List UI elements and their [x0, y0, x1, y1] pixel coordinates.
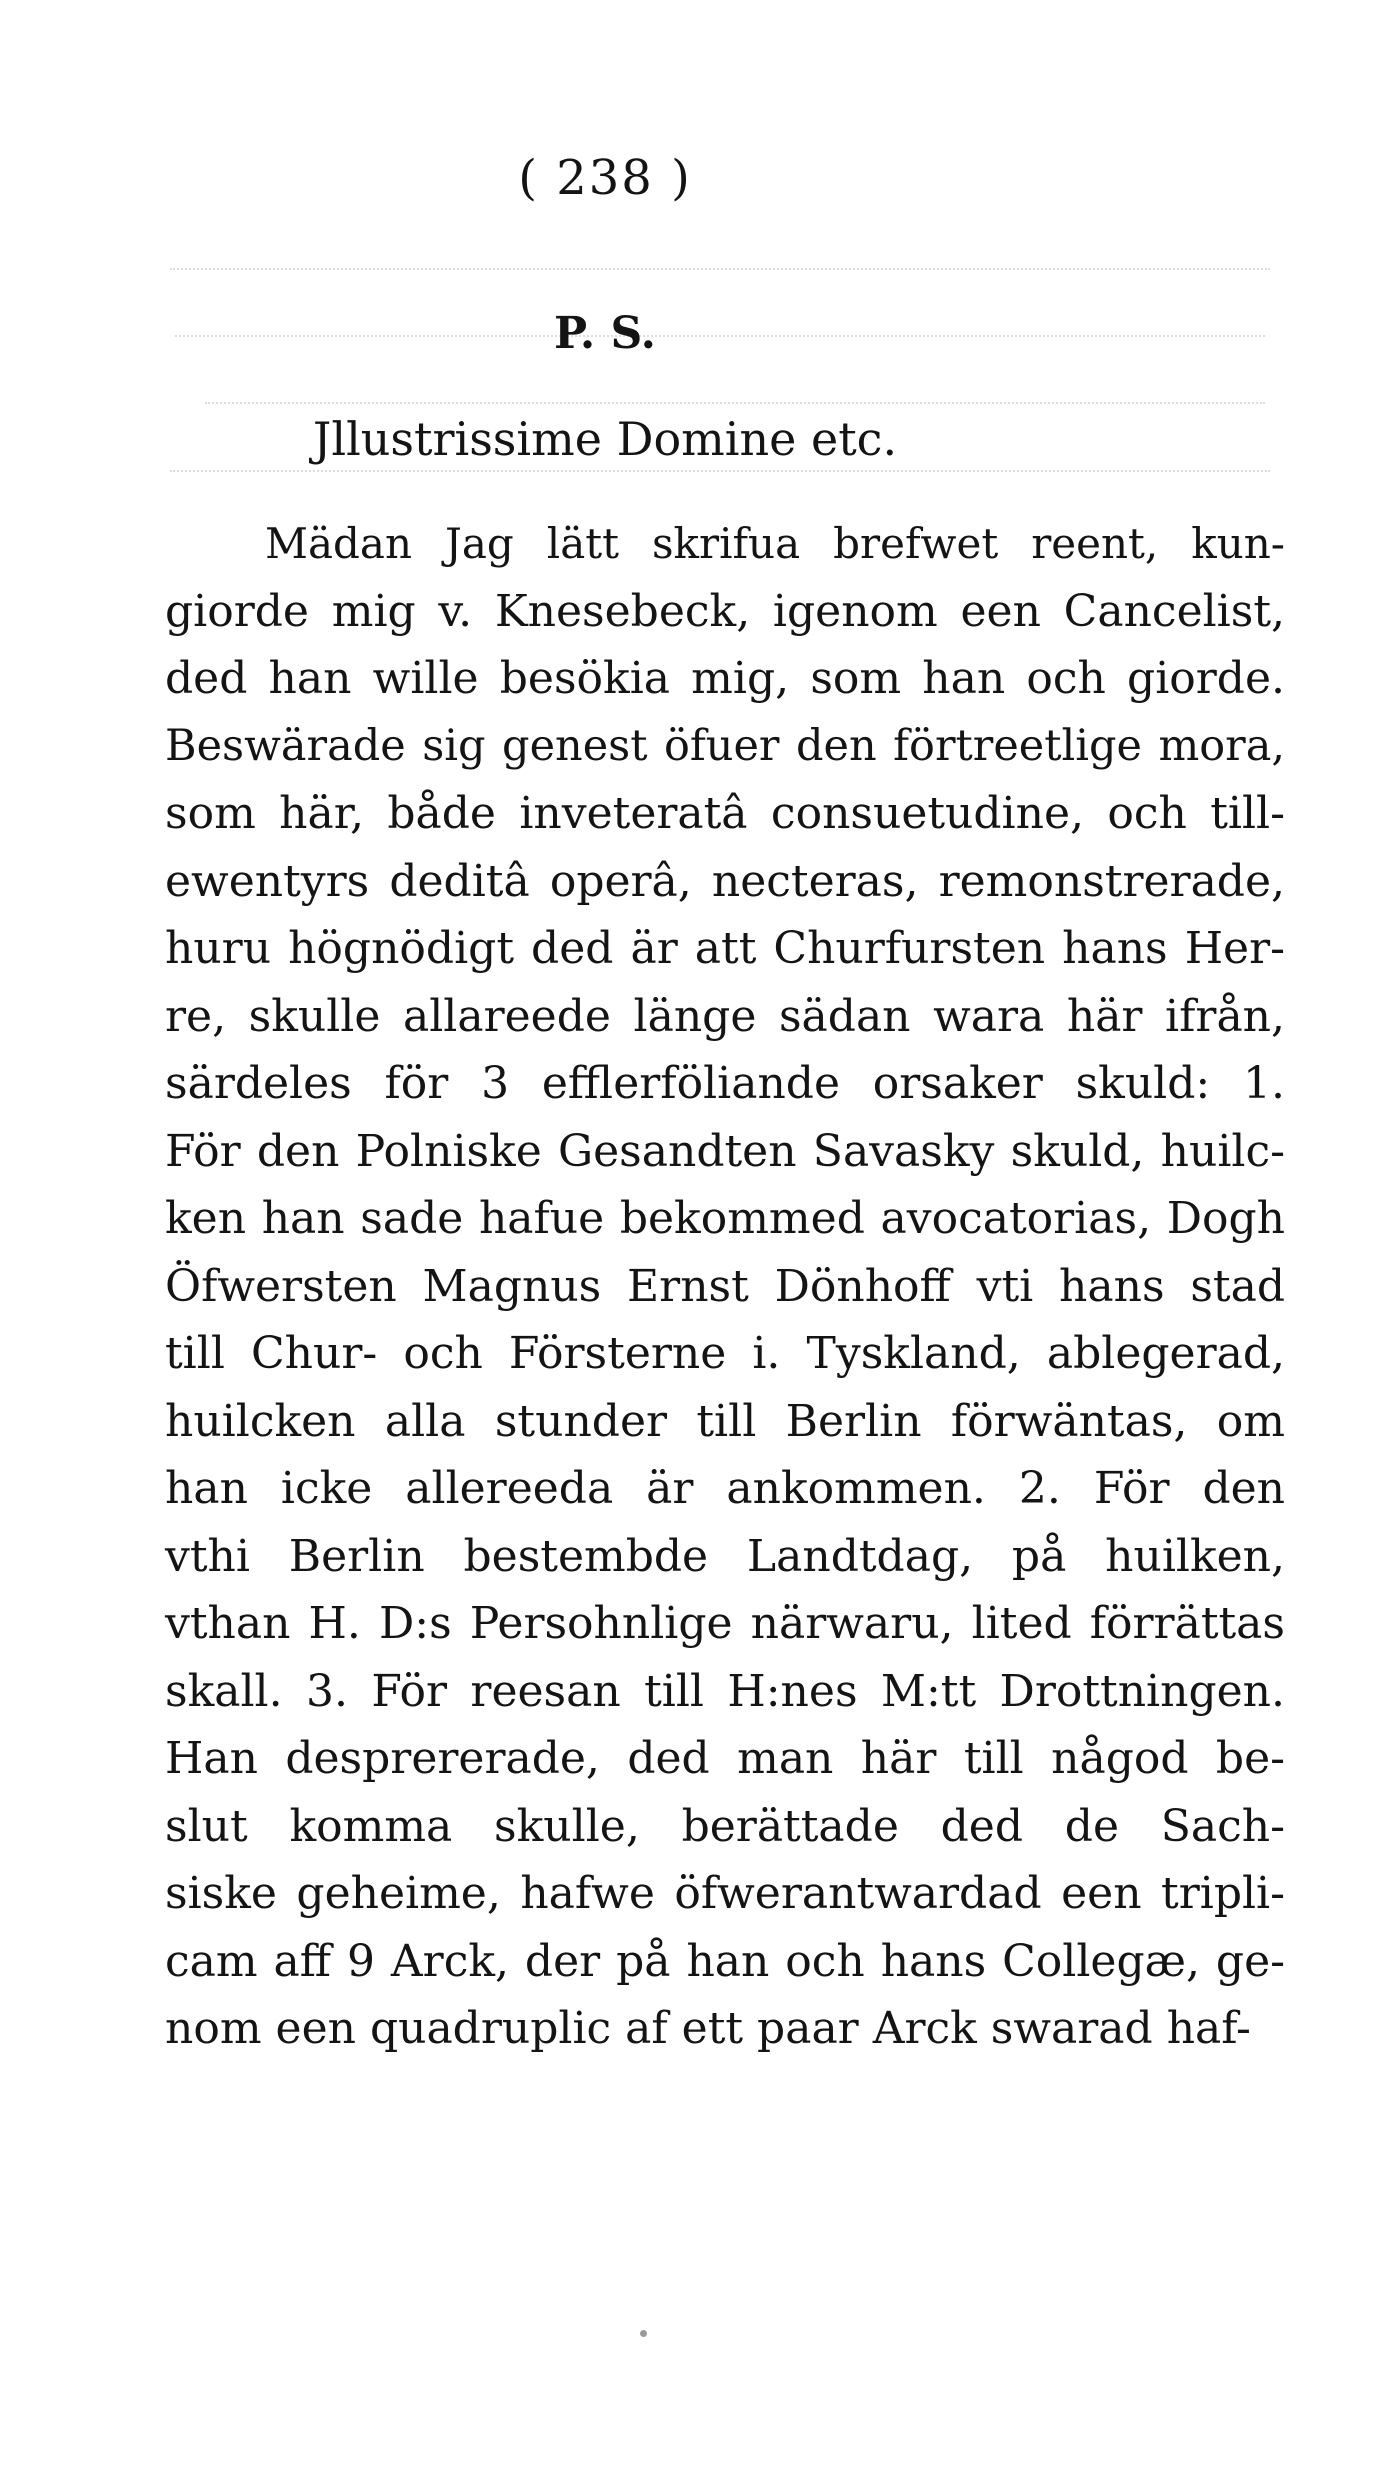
text-line: ded han wille besökia mig, som han och giorde. — [165, 653, 1285, 704]
text-line: ken han sade hafue bekommed avocatorias, Dogh — [165, 1193, 1285, 1244]
text-line: huilcken alla stunder till Berlin förwäntas, om — [165, 1395, 1285, 1447]
bleed-through-trace — [170, 268, 1270, 272]
text-line: huru högnödigt ded är att Churfursten hans Her- — [165, 923, 1285, 974]
text-line: till Chur- och Försterne i. Tyskland, ablegerad, — [165, 1328, 1285, 1379]
text-line: re, skulle allareede länge sädan wara här ifrån, — [165, 990, 1285, 1042]
text-line: som här, både inveteratâ consuetudine, och till- — [165, 788, 1285, 839]
text-line: särdeles för 3 efflerföliande orsaker skuld: 1. — [165, 1058, 1285, 1109]
text-line: Öfwersten Magnus Ernst Dönhoff vti hans stad — [165, 1260, 1285, 1312]
text-line: han icke allereeda är ankommen. 2. För den — [165, 1463, 1285, 1514]
text-line: nom een quadruplic af ett paar Arck swarad haf- — [165, 2003, 1251, 2054]
bleed-through-trace — [170, 470, 1270, 474]
text-line: ewentyrs deditâ operâ, necteras, remonstrerade, — [165, 855, 1285, 907]
postscript-heading: P. S. — [554, 308, 656, 359]
text-line: siske geheime, hafwe öfwerantwardad een tripli- — [165, 1868, 1285, 1919]
bleed-through-trace — [205, 402, 1265, 406]
page-number: ( 238 ) — [518, 150, 692, 206]
text-line: vthi Berlin bestembde Landtdag, på huilken, — [165, 1530, 1285, 1582]
text-line: Mädan Jag lätt skrifua brefwet reent, kun- — [265, 519, 1285, 568]
text-line: slut komma skulle, berättade ded de Sach- — [165, 1800, 1285, 1852]
text-line: vthan H. D:s Persohnlige närwaru, lited förrättas — [165, 1598, 1285, 1649]
paper-speck — [640, 2330, 647, 2337]
text-line: Han desprererade, ded man här till någod be- — [165, 1733, 1285, 1784]
text-line: Beswärade sig genest öfuer den förtreetlige mora, — [165, 720, 1285, 771]
text-line: cam aff 9 Arck, der på han och hans Collegæ, ge- — [165, 1935, 1285, 1987]
text-line: För den Polniske Gesandten Savasky skuld, huilc- — [165, 1125, 1285, 1177]
letter-body — [165, 510, 1285, 2063]
text-line: giorde mig v. Knesebeck, igenom een Cancelist, — [165, 585, 1285, 637]
text-line: skall. 3. För reesan till H:nes M:tt Drottningen. — [165, 1665, 1285, 1717]
salutation: Jllustrissime Domine etc. — [312, 412, 898, 466]
